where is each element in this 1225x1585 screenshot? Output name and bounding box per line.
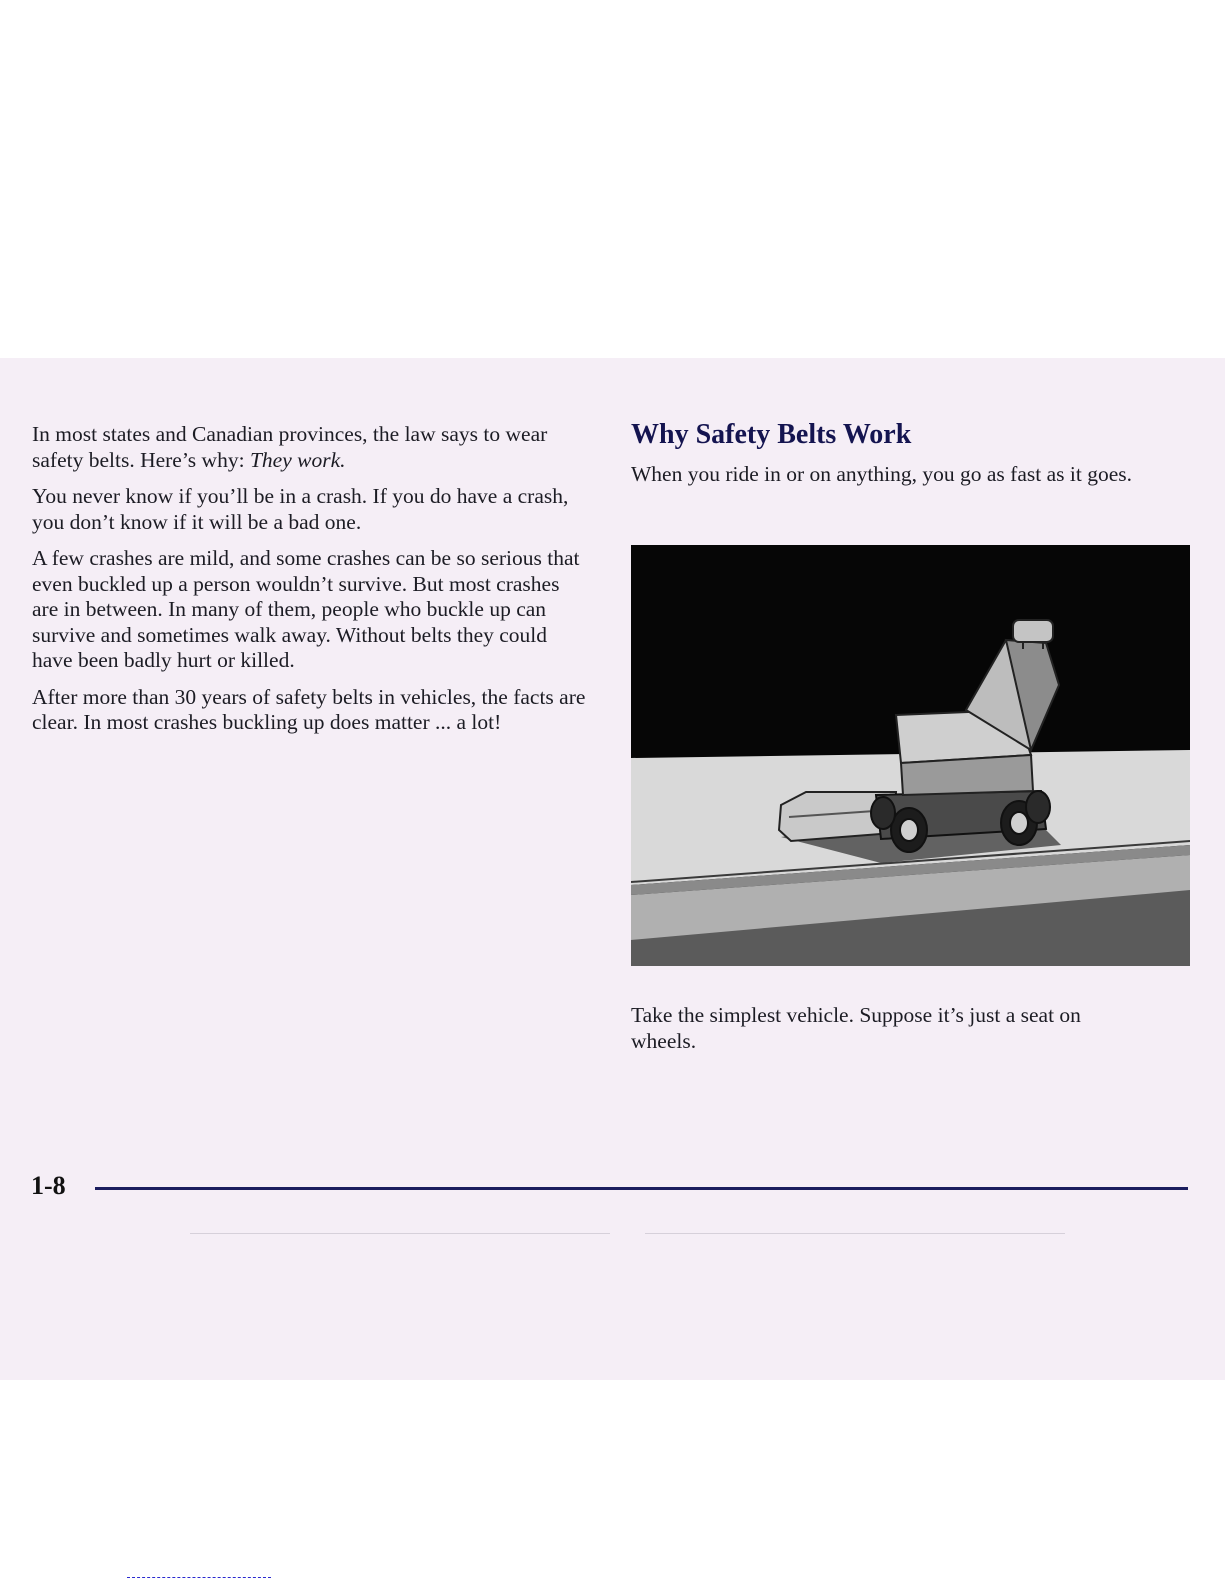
paragraph-law <box>32 422 587 473</box>
faint-divider-right <box>645 1233 1065 1234</box>
figure-caption: Take the simplest vehicle. Suppose it’s just a seat on wheels. <box>631 1003 1081 1053</box>
footer-rule <box>95 1187 1188 1190</box>
section-heading: Why Safety Belts Work <box>631 419 912 450</box>
right-column <box>631 418 1161 499</box>
seat-on-wheels-illustration <box>631 545 1190 966</box>
paragraph-law-text: In most states and Canadian provinces, the law says to wear safety belts. Here’s why: <box>32 422 548 472</box>
left-column <box>32 422 587 747</box>
paragraph-crashes: A few crashes are mild, and some crashes can be so serious that even buckled up a person wouldn’t survive. But most crashes are in between. In many of them, people who buckle up can survive and sometimes walk away. Without belts they could have been badly hurt or killed. <box>32 546 580 672</box>
emphasis-they-work: They work. <box>249 447 346 472</box>
paragraph-never-know: You never know if you’ll be in a crash. If you do have a crash, you don’t know if it will be a bad one. <box>32 484 569 534</box>
page-number: 1-8 <box>31 1171 66 1200</box>
paragraph-facts: After more than 30 years of safety belts in vehicles, the facts are clear. In most crashes buckling up does matter ... a lot! <box>32 684 586 734</box>
seat-illustration-svg <box>631 545 1190 966</box>
bottom-link-underline[interactable] <box>127 1576 271 1578</box>
paragraph-intro: When you ride in or on anything, you go as fast as it goes. <box>631 462 1132 486</box>
faint-divider-left <box>190 1233 610 1234</box>
